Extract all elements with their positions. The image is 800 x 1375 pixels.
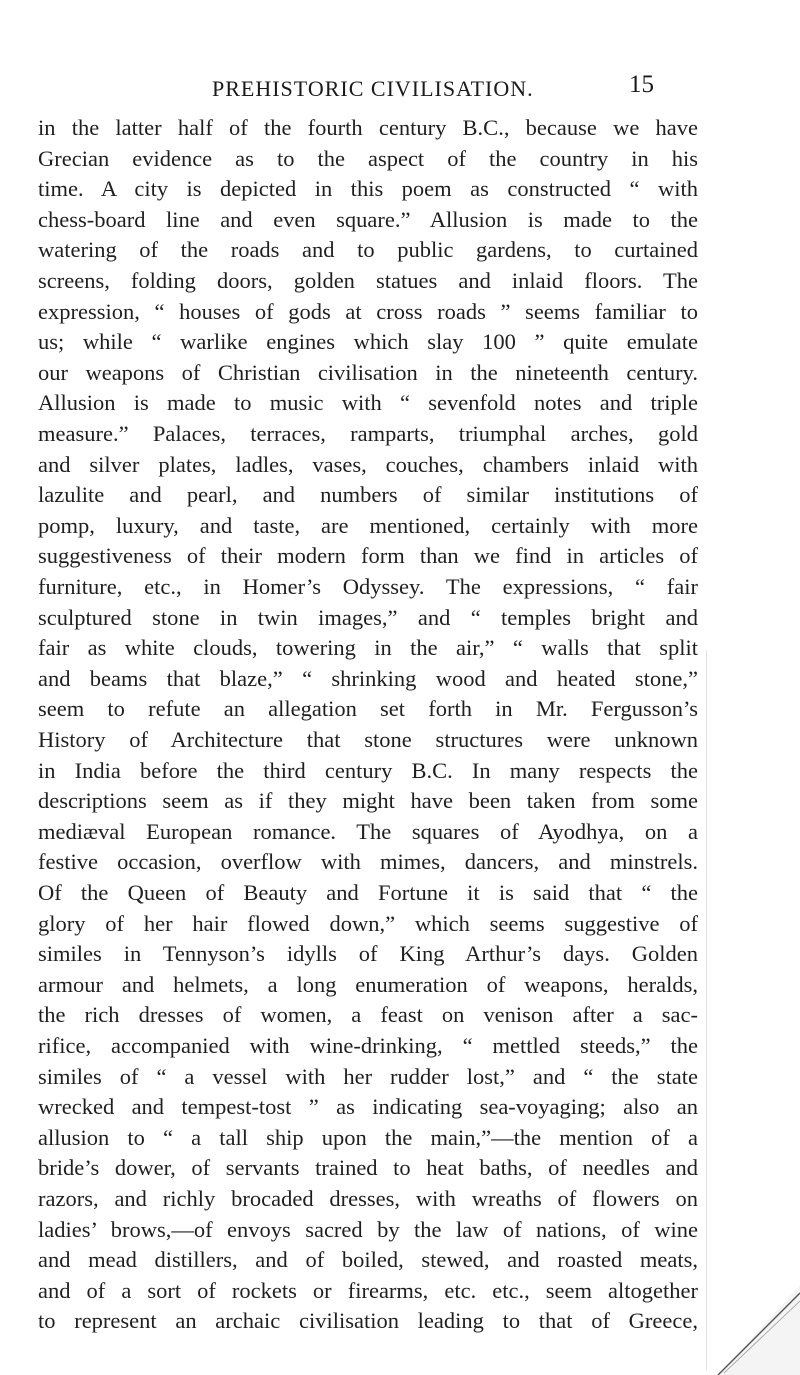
text-line: pomp, luxury, and taste, are mentioned, certainly with more xyxy=(38,512,698,538)
text-line: allusion to “ a tall ship upon the main,”—the mention of a xyxy=(38,1124,698,1150)
text-line: fair as white clouds, towering in the air,” “ walls that split xyxy=(38,635,698,661)
text-line: furniture, etc., in Homer’s Odyssey. The expressions, “ fair xyxy=(38,574,698,599)
text-line: Of the Queen of Beauty and Fortune it is said that “ the xyxy=(38,880,698,905)
text-line: similes of “ a vessel with her rudder lost,” and “ the state xyxy=(38,1063,698,1089)
text-line: similes in Tennyson’s idylls of King Arthur’s days. Golden xyxy=(38,941,698,967)
text-line: screens, folding doors, golden statues and inlaid floors. The xyxy=(38,268,698,293)
text-line: mediæval European romance. The squares of Ayodhya, on a xyxy=(38,818,698,844)
page-number: 15 xyxy=(629,71,654,98)
text-line: armour and helmets, a long enumeration of weapons, heralds, xyxy=(38,971,698,997)
text-line: and silver plates, ladles, vases, couches, chambers inlaid with xyxy=(38,451,698,477)
text-line: chess-board line and even square.” Allusion is made to the xyxy=(38,206,698,232)
text-line: and beams that blaze,” “ shrinking wood and heated stone,” xyxy=(38,665,698,691)
text-line: wrecked and tempest-tost ” as indicating sea-voyaging; also an xyxy=(38,1094,698,1120)
text-line: Grecian evidence as to the aspect of the country in his xyxy=(38,145,698,171)
text-line: and of a sort of rockets or firearms, etc. etc., seem altogether xyxy=(38,1277,698,1303)
text-line: time. A city is depicted in this poem as constructed “ with xyxy=(38,176,698,202)
text-line: razors, and richly brocaded dresses, with wreaths of flowers on xyxy=(38,1186,698,1211)
text-line: to represent an archaic civilisation leading to that of Greece, xyxy=(38,1308,698,1334)
text-line: seem to refute an allegation set forth in Mr. Fergusson’s xyxy=(38,696,698,722)
text-line: in India before the third century B.C. In many respects the xyxy=(38,757,698,783)
text-line: sculptured stone in twin images,” and “ temples bright and xyxy=(38,604,698,630)
text-line: ladies’ brows,—of envoys sacred by the law of nations, of wine xyxy=(38,1216,698,1242)
text-line: and mead distillers, and of boiled, stewed, and roasted meats, xyxy=(38,1247,698,1273)
text-line: measure.” Palaces, terraces, ramparts, triumphal arches, gold xyxy=(38,421,698,446)
text-line: rifice, accompanied with wine-drinking, “ mettled steeds,” the xyxy=(38,1033,698,1058)
page-edge-shadow xyxy=(706,650,717,1370)
text-line: History of Architecture that stone structures were unknown xyxy=(38,727,698,752)
text-line: the rich dresses of women, a feast on venison after a sac- xyxy=(38,1002,698,1028)
running-head: PREHISTORIC CIVILISATION. xyxy=(212,76,534,101)
text-line: Allusion is made to music with “ sevenfold notes and triple xyxy=(38,390,698,416)
text-line: us; while “ warlike engines which slay 100 ” quite emulate xyxy=(38,329,698,355)
text-line: glory of her hair flowed down,” which seems suggestive of xyxy=(38,910,698,936)
text-line: our weapons of Christian civilisation in the nineteenth century. xyxy=(38,359,698,385)
text-line: lazulite and pearl, and numbers of similar institutions of xyxy=(38,482,698,508)
text-line: descriptions seem as if they might have been taken from some xyxy=(38,788,698,814)
text-line: festive occasion, overflow with mimes, dancers, and minstrels. xyxy=(38,849,698,875)
text-line: bride’s dower, of servants trained to heat baths, of needles and xyxy=(38,1155,698,1181)
text-line: in the latter half of the fourth century B.C., because we have xyxy=(38,115,698,140)
page-header xyxy=(0,50,800,101)
text-line: expression, “ houses of gods at cross roads ” seems familiar to xyxy=(38,298,698,324)
page-corner-fold xyxy=(700,1285,800,1375)
text-line: watering of the roads and to public gardens, to curtained xyxy=(38,237,698,263)
text-line: suggestiveness of their modern form than we find in articles of xyxy=(38,543,698,569)
